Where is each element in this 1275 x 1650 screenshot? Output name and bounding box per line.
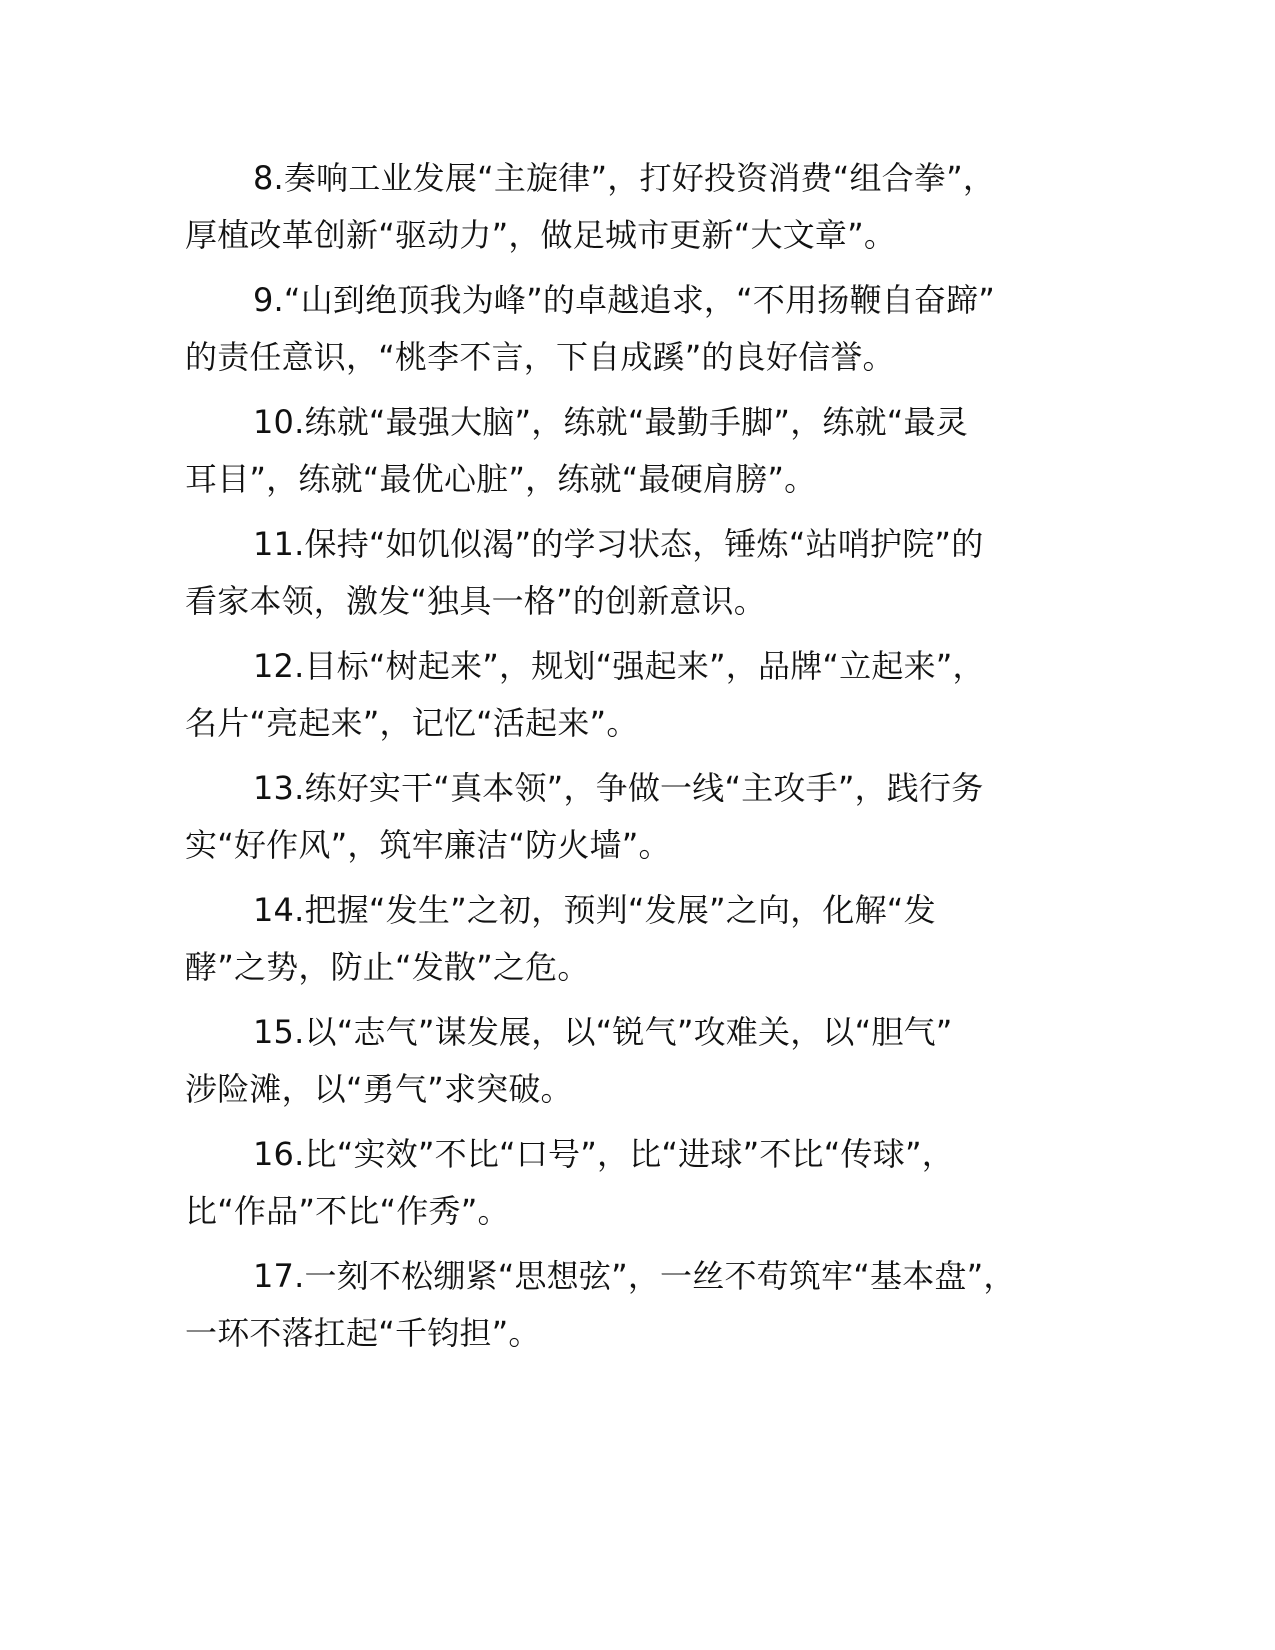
paragraph-line: 的责任意识，“桃李不言，下自成蹊”的良好信誉。 — [185, 338, 895, 376]
paragraph-line: 一环不落扛起“千钧担”。 — [185, 1314, 541, 1352]
paragraph-line: 实“好作风”，筑牢廉洁“防火墙”。 — [185, 826, 671, 864]
paragraph-line: 看家本领，激发“独具一格”的创新意识。 — [185, 582, 766, 620]
paragraph-14 — [185, 882, 1100, 996]
paragraph-line: 12.目标“树起来”，规划“强起来”，品牌“立起来”， — [253, 647, 985, 685]
paragraph-line: 11.保持“如饥似渴”的学习状态，锤炼“站哨护院”的 — [253, 525, 984, 563]
paragraph-line: 比“作品”不比“作秀”。 — [185, 1192, 510, 1230]
paragraph-10 — [185, 394, 1100, 508]
document-body — [185, 150, 1100, 1370]
paragraph-line: 13.练好实干“真本领”，争做一线“主攻手”，践行务 — [253, 769, 984, 807]
paragraph-9 — [185, 272, 1100, 386]
paragraph-line: 9.“山到绝顶我为峰”的卓越追求，“不用扬鞭自奋蹄” — [253, 281, 996, 319]
paragraph-line: 酵”之势，防止“发散”之危。 — [185, 948, 590, 986]
paragraph-11 — [185, 516, 1100, 630]
paragraph-line: 耳目”，练就“最优心脏”，练就“最硬肩膀”。 — [185, 460, 817, 498]
paragraph-line: 涉险滩，以“勇气”求突破。 — [185, 1070, 573, 1108]
paragraph-8 — [185, 150, 1100, 264]
paragraph-line: 8.奏响工业发展“主旋律”，打好投资消费“组合拳”， — [253, 159, 996, 197]
paragraph-line: 10.练就“最强大脑”，练就“最勤手脚”，练就“最灵 — [253, 403, 968, 441]
paragraph-line: 16.比“实效”不比“口号”，比“进球”不比“传球”， — [253, 1135, 954, 1173]
paragraph-line: 15.以“志气”谋发展，以“锐气”攻难关，以“胆气” — [253, 1013, 953, 1051]
paragraph-line: 名片“亮起来”，记忆“活起来”。 — [185, 704, 639, 742]
paragraph-16 — [185, 1126, 1100, 1240]
paragraph-15 — [185, 1004, 1100, 1118]
paragraph-line: 14.把握“发生”之初，预判“发展”之向，化解“发 — [253, 891, 936, 929]
paragraph-13 — [185, 760, 1100, 874]
paragraph-17 — [185, 1248, 1100, 1362]
paragraph-line: 厚植改革创新“驱动力”，做足城市更新“大文章”。 — [185, 216, 897, 254]
paragraph-12 — [185, 638, 1100, 752]
paragraph-line: 17.一刻不松绷紧“思想弦”，一丝不苟筑牢“基本盘”， — [253, 1257, 1016, 1295]
